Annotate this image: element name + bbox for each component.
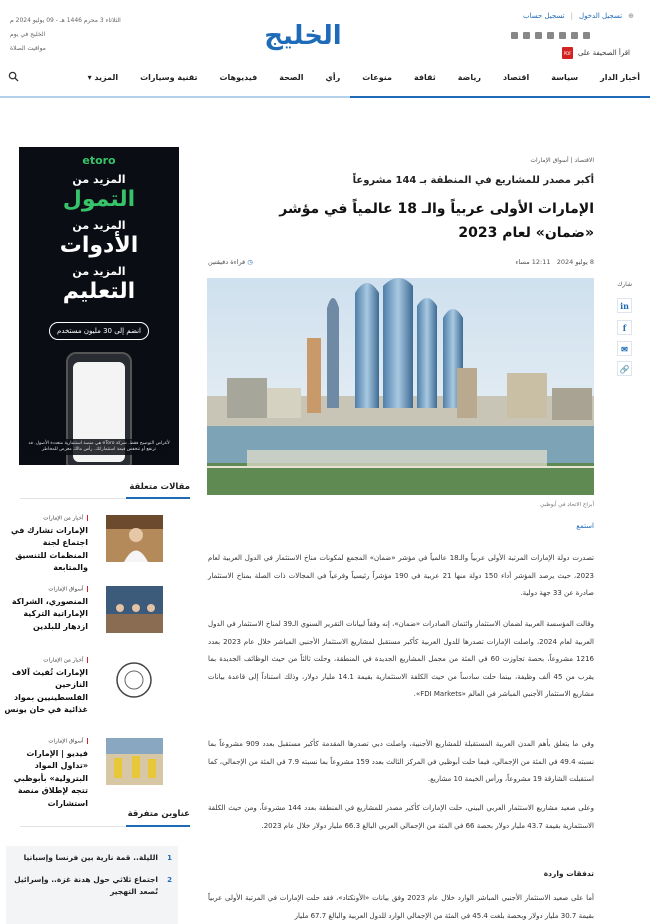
ad-disclaimer: لأغراض التوضيح فقط. شركة eToro هي منصة استثمارية متعددة الأصول. قد ترتفع أو تنخفض قيمة استثماراتك. رأس مالك معرض للمخاطر [23,439,175,455]
section-divider [20,498,190,499]
article-meta [208,258,594,266]
read-time: ◷ قراءة دقيقتين [208,258,253,266]
date-block [10,14,121,56]
current-date: الثلاثاء 3 محرم 1446 هـ - 09 يوليو 2024 م [10,17,121,24]
nav-item[interactable]: ثقافة [413,72,436,82]
nav-item[interactable]: الصحة [279,72,304,82]
article-headline: الإمارات الأولى عربياً والـ 18 عالمياً في مؤشر «ضمان» لعام 2023 [279,201,594,241]
linkedin-icon[interactable] [583,32,590,39]
nav-item[interactable]: تقنية وسيارات [140,72,198,82]
article-paragraph: وقالت المؤسسة العربية لضمان الاستثمار وائتمان الصادرات «ضمان»، إنه وفقاً لبيانات التقرير السنوي الـ39 لمناخ الاستثمار في الدول العربية لعام 2024، واصلت الإمارات تصدرها للدول العربية كأكبر مستقبل لمشاريع الاستثمار الأجنبي المباشر خلال عام 2023 بعدد 1216 مشروعاً، بحصة تجاوزت 60 في المئة من مجمل المشاريع الجديدة في المنطقة، وحلت ثالثاً من حيث الوظائف الجديدة بما يقرب من 45 ألف وظيفة، بينما حلت سادساً من حيث الكلفة الاستثمارية بقيمة 14.1 مليار دولار، وذلك استناداً إلى قاعدة بيانات مشاريع الاستثمار الأجنبي المباشر في العالم «FDI Markets». [208,620,594,698]
nav-underline [0,96,650,98]
ad-line-3: المزيد من [72,219,126,232]
listen-button[interactable]: استمع [576,522,594,530]
facebook-icon[interactable] [559,32,566,39]
twitter-icon[interactable] [571,32,578,39]
article-paragraph: وعلى صعيد مشاريع الاستثمار العربي البيني، حلت الإمارات كأكبر مصدر للمشاريع في المنطقة بعدد 144 مشروعاً، ومن حيث الكلفة الاستثمارية بقيمة 43.7 مليار دولار بحصة 66 في المئة من الإجمالي العربي البالغ 66.3 مليار دولار خلال عام 2023. [208,804,594,830]
misc-item-number: 1 [167,854,172,862]
divider: | [570,12,573,20]
whatsapp-icon[interactable] [511,32,518,39]
related-thumbnail[interactable] [106,738,163,785]
facebook-icon[interactable]: f [617,320,632,335]
account-links [523,12,634,20]
misc-item[interactable] [12,874,172,898]
globe-icon[interactable]: ⊕ [628,12,634,20]
breadcrumb[interactable]: الاقتصاد | أسواق الإمارات [530,157,594,164]
search-icon[interactable] [8,71,19,82]
nav-item[interactable]: منوعات [362,72,392,82]
nav-item[interactable]: رياضة [457,72,481,82]
ad-line-5: المزيد من [72,265,126,278]
nav-item[interactable]: أخبار الدار [600,72,640,82]
misc-list [6,846,178,924]
misc-item-title[interactable]: اجتماع ثلاثي حول هدنة غزة.. وإسرائيل تُصعد التهجير [14,875,158,896]
ad-line-6: التعليم [62,279,136,304]
ad-line-2: التمول [62,187,136,212]
image-caption: أبراج الاتحاد في أبوظبي [539,502,594,508]
email-icon[interactable]: ✉ [617,341,632,356]
related-item[interactable] [2,515,88,575]
related-category[interactable]: أخبار من الإمارات [2,657,88,664]
ad-line-4: الأدوات [59,233,139,258]
advertisement[interactable] [19,147,179,465]
telegram-icon[interactable] [523,32,530,39]
article-paragraph: أما على صعيد الاستثمار الأجنبي المباشر الوارد خلال عام 2023 وفق بيانات «الأونكتاد»، فقد حلت الإمارات في المرتبة الأولى عربياً بقيمة 30.7 مليار دولار وبحصة بلغت 45.4 في المئة من الإجمالي الوارد للدول العربية والبالغ 67.7 مليار [208,894,594,920]
section-divider [20,826,190,827]
related-title-text[interactable]: الإمارات تُفيث آلاف النازحين الفلسطينيين بمواد غذائية في خان يونس [4,667,88,714]
article-subheading: تدفقات واردة [543,869,594,878]
social-links [511,32,590,39]
linkedin-icon[interactable]: in [617,298,632,313]
related-title-text[interactable]: فيديو | الإمارات «تداول المواد البترولية» بأبوظبي تتجه لإطلاق منصة استشارات [13,748,88,808]
site-logo[interactable] [248,14,358,54]
related-thumbnail[interactable] [106,657,163,704]
related-title-text[interactable]: الإمارات تشارك في اجتماع لجنة المنظمات للتنسيق والمتابعة [10,525,88,572]
share-label: شارك [617,281,632,288]
related-thumbnail[interactable] [106,586,163,633]
ad-line-1: المزيد من [72,173,126,186]
misc-item-number: 2 [167,876,172,884]
related-category[interactable]: أسواق الإمارات [2,586,88,593]
nav-item[interactable]: المزيد ▾ [87,72,119,82]
related-item[interactable] [2,586,88,633]
nav-item[interactable]: سياسة [551,72,579,82]
related-item[interactable] [2,657,88,717]
related-item[interactable] [2,738,88,810]
youtube-icon[interactable] [535,32,542,39]
login-link[interactable]: تسجيل الدخول [578,12,623,20]
related-title-text[interactable]: المنصوري، الشراكة الإماراتية التركية ازدهار للبلدين [11,596,88,631]
misc-item[interactable] [12,852,172,864]
svg-text:الخليج: الخليج [264,21,342,51]
read-paper-link[interactable] [562,47,630,59]
article-kicker: أكبر مصدر للمشاريع في المنطقة بـ 144 مشروعاً [352,175,594,186]
today-link[interactable]: الخليج في يوم [10,31,46,38]
article-paragraph: تصدرت دولة الإمارات المرتبة الأولى عربياً والـ18 عالمياً في مؤشر «ضمان» المجمع لمكونات مناخ الاستثمار في الدول العربية لعام 2023، حيث يرصد المؤشر أداء 150 دولة منها 21 عربية في 190 مؤشراً رئيسياً وفرعياً في المجالات ذات الصلة بمناخ الاستثمار صادرة عن 33 جهة دولية. [208,554,595,597]
link-icon[interactable]: 🔗 [617,361,632,376]
nav-item[interactable]: رأي [325,72,341,82]
hero-image [207,278,594,495]
instagram-icon[interactable] [547,32,554,39]
nav-item[interactable]: اقتصاد [503,72,530,82]
clock-icon: ◷ [247,258,253,266]
prayer-times-link[interactable]: مواقيت الصلاة [10,45,46,52]
misc-title: عناوين متفرقة [127,809,190,819]
misc-item-title[interactable]: الليلة.. قمة نارية بين فرنسا وإسبانيا [23,853,158,862]
related-category[interactable]: أخبار من الإمارات [2,515,88,522]
publish-datetime: 8 يوليو 2024 12:11 مساء [515,258,594,266]
pdf-icon: PDF [562,47,573,59]
ad-cta-button[interactable]: انضم إلى 30 مليون مستخدم [49,322,149,340]
ad-brand: etoro [82,154,116,167]
article-paragraph: وفي ما يتعلق بأهم المدن العربية المستقبلة للمشاريع الأجنبية، واصلت دبي تصدرها المقدمة كأكبر مستقبل بعدد 909 مشروعاً بما نسبته 49.4 في المئة من الإجمالي، فيما حلت أبوظبي في المركز الثالث بعدد 159 مشروعاً بما نسبته 7.9 في المئة من الإجمالي، كما استقبلت الشارقة 19 مشروعاً، ورأس الخيمة 10 مشاريع. [208,740,595,783]
related-thumbnail[interactable] [106,515,163,562]
nav-item[interactable]: فيديوهات [219,72,258,82]
related-category[interactable]: أسواق الإمارات [2,738,88,745]
main-nav [0,64,650,90]
register-link[interactable]: تسجيل حساب [522,12,565,20]
related-title: مقالات متعلقة [129,482,190,492]
read-paper-label: اقرأ الصحيفة على [578,49,630,57]
